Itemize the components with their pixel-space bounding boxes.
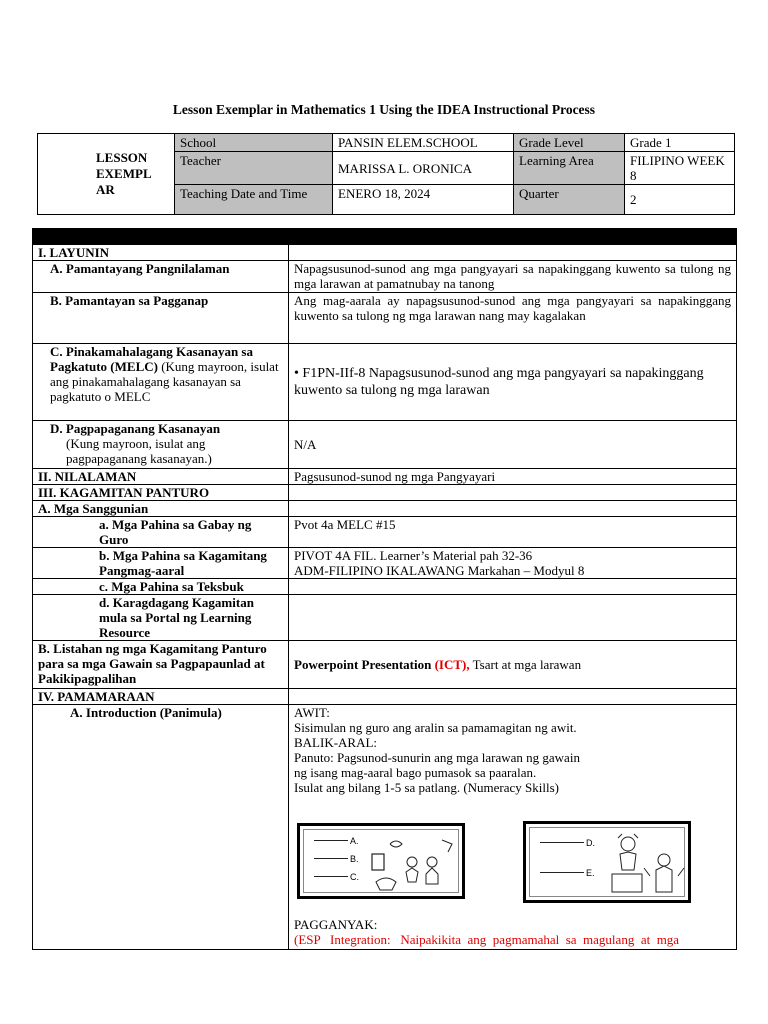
pagganyak-heading: PAGGANYAK: [294,917,378,932]
pic-label-c: C. [350,872,359,882]
pagpapaganang-kasanayan-value: N/A [289,421,737,469]
mga-sanggunian-label: A. Mga Sanggunian [33,501,289,517]
gabay-ng-guro-value: Pvot 4a MELC #15 [289,517,737,548]
quarter-label: Quarter [514,185,625,215]
pic-label-a: A. [350,836,359,846]
ict-tag: (ICT), [434,657,470,672]
kagamitang-pangmag-aaral-value [289,548,737,579]
learning-area-label: Learning Area [514,152,625,185]
lesson-exemplar-label: LESSON EXEMPL AR [38,134,175,215]
pic-label-b: B. [350,854,359,864]
powerpoint-text: Powerpoint Presentation [294,657,435,672]
kagamitang-pangmag-aaral-label: b. Mga Pahina sa Kagamitang Pangmag-aaral [33,548,289,579]
morning-routine-illustration [602,830,686,898]
kagamitan-panturo-label: III. KAGAMITAN PANTURO [33,485,289,501]
intro-line-6: Isulat ang bilang 1-5 sa patlang. (Numeracy Skills) [294,780,559,795]
intro-line-4: Panuto: Pagsunod-sunurin ang mga larawan ng gawain [294,750,580,765]
pic-label-e: E. [586,868,595,878]
teacher-label: Teacher [175,152,333,185]
gabay-ng-guro-label: a. Mga Pahina sa Gabay ng Guro [33,517,289,548]
melc-label-bold: C. Pinakamahalagang Kasanayan sa Pagkatuto (MELC) [50,344,253,374]
pamantayan-pagganap-label: B. Pamantayan sa Pagganap [33,293,289,344]
grade-level-value: Grade 1 [625,134,735,152]
grade-level-label: Grade Level [514,134,625,152]
introduction-label: A. Introduction (Panimula) [33,705,289,950]
adm-module-line: ADM-FILIPINO IKALAWANG Markahan – Modyul 8 [294,563,585,578]
pagpapaganang-label-bold: D. Pagpapaganang Kasanayan [50,421,221,436]
pamantayang-pangnilalaman-label: A. Pamantayang Pangnilalaman [33,261,289,293]
pagpapaganang-label-note: (Kung mayroon, isulat ang pagpapaganang kasanayan.) [66,436,212,466]
melc-label [33,344,289,421]
children-illustration [368,832,460,894]
document-title: Lesson Exemplar in Mathematics 1 Using the IDEA Instructional Process [172,102,596,117]
layunin-heading: I. LAYUNIN [33,245,289,261]
pagpapaganang-kasanayan-label [33,421,289,469]
melc-label-note: (Kung mayroon, isulat ang pinakamahalagang kasanayan sa pagkatuto o MELC [50,359,279,404]
tsart-text: Tsart at mga larawan [469,657,582,672]
melc-value: • F1PN-IIf-8 Napagsusunod-sunod ang mga pangyayari sa napakinggang kuwento sa tulong ng mga larawan [289,344,737,421]
pic-label-d: D. [586,838,595,848]
pamantayang-pangnilalaman-value: Napagsusunod-sunod ang mga pangyayari sa napakinggang kuwento sa tulong ng mga larawan at pamatnubay na tanong [289,261,737,293]
introduction-content [289,705,737,950]
nilalaman-value: Pagsusunod-sunod ng mga Pangyayari [289,469,737,485]
intro-line-1: AWIT: [294,705,330,720]
esp-integration-line: (ESP Integration: Naipakikita ang pagmamahal sa magulang at mga [294,932,680,947]
learners-material-line: PIVOT 4A FIL. Learner’s Material pah 32-36 [294,548,533,563]
header-table [37,133,735,215]
intro-line-3: BALIK-ARAL: [294,735,378,750]
pamamaraan-label: IV. PAMAMARAAN [33,689,289,705]
quarter-value: 2 [625,185,735,215]
school-value: PANSIN ELEM.SCHOOL [333,134,514,152]
teksbuk-label: c. Mga Pahina sa Teksbuk [33,579,289,595]
teaching-date-label: Teaching Date and Time [175,185,333,215]
portal-resource-label: d. Karagdagang Kagamitan mula sa Portal ng Learning Resource [33,595,289,641]
lesson-table [32,228,737,950]
intro-line-5: ng isang mag-aaral bago pumasok sa paaralan. [294,765,537,780]
worksheet-image-right [523,821,691,903]
pamantayan-pagganap-value: Ang mag-aarala ay napagsusunod-sunod ang mga pangyayari sa napakinggang kuwento sa tulong ng mga larawan nang may kagalakan [289,293,737,344]
listahan-kagamitang-label: B. Listahan ng mga Kagamitang Panturo para sa mga Gawain sa Pagpapaunlad at Pakikipagpalihan [33,641,289,689]
learning-area-value: FILIPINO WEEK 8 [625,152,735,185]
nilalaman-label: II. NILALAMAN [33,469,289,485]
listahan-kagamitang-value [289,641,737,689]
intro-line-2: Sisimulan ng guro ang aralin sa pamamagitan ng awit. [294,720,577,735]
worksheet-image-left [297,823,465,899]
school-label: School [175,134,333,152]
teacher-value: MARISSA L. ORONICA [333,152,514,185]
teaching-date-value: ENERO 18, 2024 [333,185,514,215]
